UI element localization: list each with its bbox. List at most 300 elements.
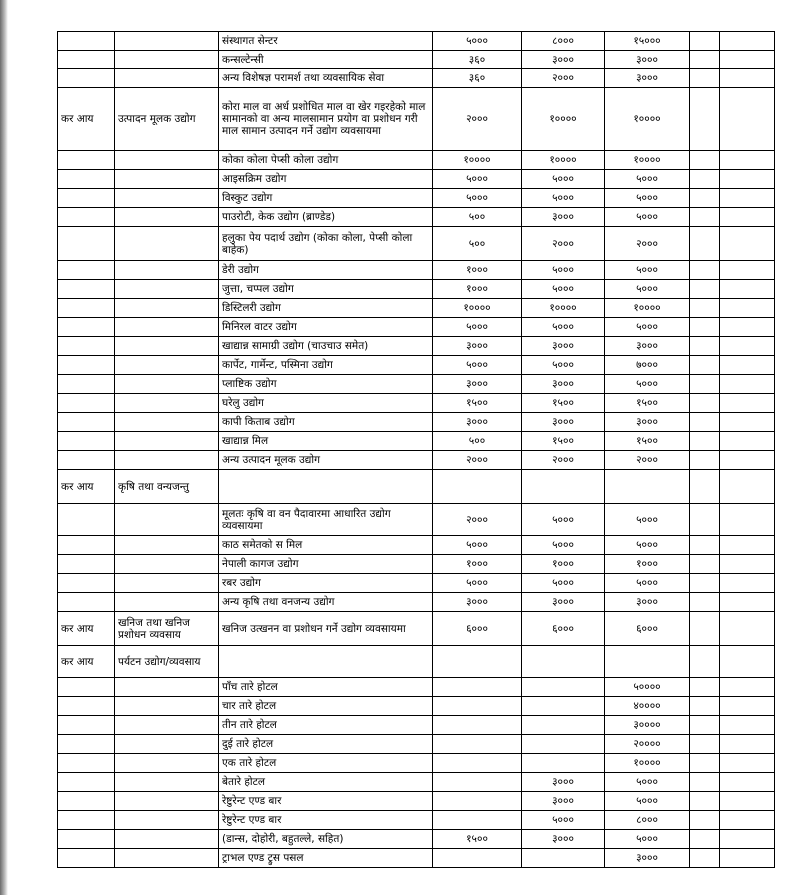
- empty-cell: [720, 394, 775, 413]
- income-type-cell: [58, 356, 115, 375]
- category-cell: [115, 151, 219, 170]
- rate-column-2-cell: ५०००: [522, 189, 605, 208]
- table-row: [58, 170, 775, 189]
- income-type-cell: कर आय: [58, 612, 115, 646]
- income-type-cell: कर आय: [58, 470, 115, 504]
- empty-cell: [720, 773, 775, 792]
- empty-cell: [690, 849, 720, 868]
- table-row: [58, 51, 775, 69]
- rate-column-2-cell: १०००: [522, 555, 605, 574]
- empty-cell: [690, 318, 720, 337]
- rate-column-1-cell: ५००: [433, 432, 522, 451]
- table-row: [58, 574, 775, 593]
- table-row: [58, 536, 775, 555]
- category-cell: [115, 227, 219, 261]
- rate-column-3-cell: ३०००: [605, 337, 690, 356]
- business-type-cell: आइसक्रिम उद्योग: [219, 170, 433, 189]
- empty-cell: [720, 88, 775, 151]
- rate-column-1-cell: ५००: [433, 208, 522, 227]
- empty-cell: [720, 451, 775, 470]
- table-row: [58, 451, 775, 470]
- income-type-cell: [58, 574, 115, 593]
- empty-cell: [720, 830, 775, 849]
- rate-column-2-cell: ५०००: [522, 811, 605, 830]
- rate-column-1-cell: [433, 646, 522, 678]
- rate-column-1-cell: [433, 678, 522, 697]
- page-edge-shadow: [0, 0, 8, 895]
- table-row: [58, 555, 775, 574]
- business-type-cell: प्लाष्टिक उद्योग: [219, 375, 433, 394]
- income-type-cell: [58, 299, 115, 318]
- income-type-cell: [58, 792, 115, 811]
- rate-column-1-cell: ३६०: [433, 69, 522, 88]
- empty-cell: [720, 356, 775, 375]
- rate-column-2-cell: १००००: [522, 88, 605, 151]
- empty-cell: [720, 69, 775, 88]
- rate-column-3-cell: १५०००: [605, 32, 690, 51]
- empty-cell: [690, 299, 720, 318]
- rate-column-3-cell: ५०००: [605, 189, 690, 208]
- empty-cell: [690, 646, 720, 678]
- rate-column-1-cell: ५०००: [433, 536, 522, 555]
- table-row: [58, 612, 775, 646]
- category-cell: [115, 375, 219, 394]
- income-type-cell: [58, 735, 115, 754]
- rate-column-3-cell: ५०००: [605, 170, 690, 189]
- rate-column-3-cell: १००००: [605, 299, 690, 318]
- empty-cell: [720, 299, 775, 318]
- empty-cell: [690, 337, 720, 356]
- rate-column-3-cell: ५००००: [605, 678, 690, 697]
- business-type-cell: अन्य विशेषज्ञ परामर्श तथा व्यवसायिक सेवा: [219, 69, 433, 88]
- business-type-cell: डेरी उद्योग: [219, 261, 433, 280]
- table-row: [58, 69, 775, 88]
- category-cell: [115, 337, 219, 356]
- income-type-cell: [58, 170, 115, 189]
- income-type-cell: [58, 208, 115, 227]
- income-type-cell: [58, 716, 115, 735]
- table-row: [58, 646, 775, 678]
- rate-column-3-cell: ३०००: [605, 51, 690, 69]
- rate-column-1-cell: ५०००: [433, 318, 522, 337]
- table-row: [58, 227, 775, 261]
- income-type-cell: [58, 451, 115, 470]
- empty-cell: [720, 735, 775, 754]
- empty-cell: [720, 151, 775, 170]
- table-row: [58, 299, 775, 318]
- income-type-cell: [58, 32, 115, 51]
- empty-cell: [720, 189, 775, 208]
- category-cell: [115, 697, 219, 716]
- rate-column-1-cell: १५००: [433, 394, 522, 413]
- table-row: [58, 754, 775, 773]
- rate-column-3-cell: ८०००: [605, 811, 690, 830]
- category-cell: [115, 51, 219, 69]
- empty-cell: [690, 261, 720, 280]
- business-type-cell: ट्राभल एण्ड ट्रुस पसल: [219, 849, 433, 868]
- rate-column-1-cell: ५००: [433, 227, 522, 261]
- rate-column-2-cell: ३०००: [522, 773, 605, 792]
- rate-column-2-cell: [522, 678, 605, 697]
- category-cell: [115, 504, 219, 536]
- rate-column-2-cell: ३०००: [522, 208, 605, 227]
- business-type-cell: कोरा माल वा अर्ध प्रशोधित माल वा खेर गइरहेको माल सामानको वा अन्य मालसामान प्रयोग वा प्रशोधन गरी माल सामान उत्पादन गर्ने उद्योग व्यवसायमा: [219, 88, 433, 151]
- category-cell: [115, 735, 219, 754]
- income-type-cell: [58, 678, 115, 697]
- business-type-cell: अन्य कृषि तथा वनजन्य उद्योग: [219, 593, 433, 612]
- business-type-cell: तीन तारे होटल: [219, 716, 433, 735]
- empty-cell: [720, 337, 775, 356]
- business-type-cell: (डान्स, दोहोरी, बहुतल्ले, सहित): [219, 830, 433, 849]
- business-type-cell: कोका कोला पेप्सी कोला उद्योग: [219, 151, 433, 170]
- rate-column-2-cell: ५०००: [522, 261, 605, 280]
- rate-column-1-cell: [433, 754, 522, 773]
- category-cell: [115, 280, 219, 299]
- empty-cell: [690, 356, 720, 375]
- rate-column-2-cell: ५०००: [522, 356, 605, 375]
- rate-column-1-cell: [433, 697, 522, 716]
- rate-column-2-cell: २०००: [522, 227, 605, 261]
- rate-column-1-cell: [433, 716, 522, 735]
- business-type-cell: मिनिरल वाटर उद्योग: [219, 318, 433, 337]
- empty-cell: [690, 280, 720, 299]
- rate-column-1-cell: १५००: [433, 830, 522, 849]
- category-cell: [115, 432, 219, 451]
- table-row: [58, 830, 775, 849]
- table-row: [58, 318, 775, 337]
- rate-column-3-cell: ५०००: [605, 792, 690, 811]
- rate-column-2-cell: [522, 697, 605, 716]
- table-row: [58, 413, 775, 432]
- table-row: [58, 716, 775, 735]
- table-row: [58, 432, 775, 451]
- rate-column-3-cell: १०००: [605, 555, 690, 574]
- table-row: [58, 337, 775, 356]
- rate-column-3-cell: [605, 646, 690, 678]
- empty-cell: [690, 394, 720, 413]
- income-type-cell: [58, 432, 115, 451]
- rate-column-1-cell: [433, 735, 522, 754]
- rate-column-2-cell: १००००: [522, 299, 605, 318]
- income-type-cell: [58, 280, 115, 299]
- empty-cell: [720, 432, 775, 451]
- empty-cell: [720, 170, 775, 189]
- empty-cell: [720, 697, 775, 716]
- rate-column-2-cell: ३०००: [522, 51, 605, 69]
- business-type-cell: रेष्टुरेन्ट एण्ड बार: [219, 811, 433, 830]
- rate-column-1-cell: २०००: [433, 504, 522, 536]
- empty-cell: [690, 413, 720, 432]
- rate-column-2-cell: [522, 646, 605, 678]
- business-type-cell: काठ समेतको स मिल: [219, 536, 433, 555]
- empty-cell: [690, 811, 720, 830]
- income-type-cell: [58, 555, 115, 574]
- rate-column-2-cell: १५००: [522, 432, 605, 451]
- business-type-cell: कन्सल्टेन्सी: [219, 51, 433, 69]
- empty-cell: [690, 555, 720, 574]
- empty-cell: [720, 811, 775, 830]
- category-cell: कृषि तथा वन्यजन्तु: [115, 470, 219, 504]
- business-type-cell: कार्पेट, गार्मेन्ट, पस्मिना उद्योग: [219, 356, 433, 375]
- rate-column-3-cell: १५००: [605, 394, 690, 413]
- empty-cell: [690, 88, 720, 151]
- rate-column-1-cell: [433, 849, 522, 868]
- rate-column-1-cell: [433, 811, 522, 830]
- rate-column-1-cell: [433, 470, 522, 504]
- business-type-cell: हलुका पेय पदार्थ उद्योग (कोका कोला, पेप्सी कोला बाहेक): [219, 227, 433, 261]
- table-row: [58, 394, 775, 413]
- rate-column-3-cell: ३०००: [605, 593, 690, 612]
- rate-column-3-cell: ५०००: [605, 375, 690, 394]
- category-cell: पर्यटन उद्योग/व्यवसाय: [115, 646, 219, 678]
- rate-column-1-cell: ३०००: [433, 375, 522, 394]
- rate-column-1-cell: २०००: [433, 451, 522, 470]
- category-cell: [115, 849, 219, 868]
- rate-column-1-cell: ५०००: [433, 32, 522, 51]
- rate-column-1-cell: ५०००: [433, 356, 522, 375]
- rate-column-2-cell: २०००: [522, 451, 605, 470]
- business-type-cell: पाँच तारे होटल: [219, 678, 433, 697]
- business-type-cell: खाद्यान्न सामाग्री उद्योग (चाउचाउ समेत): [219, 337, 433, 356]
- business-type-cell: कापी किताब उद्योग: [219, 413, 433, 432]
- empty-cell: [690, 69, 720, 88]
- rate-column-2-cell: ५०००: [522, 504, 605, 536]
- rate-column-2-cell: ३०००: [522, 792, 605, 811]
- rate-column-3-cell: ५०००: [605, 830, 690, 849]
- rate-column-2-cell: १५००: [522, 394, 605, 413]
- business-type-cell: डिस्टिलरी उद्योग: [219, 299, 433, 318]
- empty-cell: [720, 227, 775, 261]
- category-cell: [115, 451, 219, 470]
- rate-column-1-cell: ३०००: [433, 413, 522, 432]
- table-row: [58, 735, 775, 754]
- empty-cell: [690, 451, 720, 470]
- rate-column-1-cell: १०००: [433, 280, 522, 299]
- category-cell: [115, 574, 219, 593]
- business-type-cell: बेतारे होटल: [219, 773, 433, 792]
- rate-column-2-cell: ५०००: [522, 536, 605, 555]
- empty-cell: [690, 792, 720, 811]
- category-cell: [115, 189, 219, 208]
- empty-cell: [690, 536, 720, 555]
- rate-column-2-cell: ५०००: [522, 574, 605, 593]
- table-row: [58, 678, 775, 697]
- rate-column-2-cell: ३०००: [522, 413, 605, 432]
- table-row: [58, 470, 775, 504]
- table-row: [58, 504, 775, 536]
- category-cell: [115, 811, 219, 830]
- business-type-cell: [219, 470, 433, 504]
- rate-column-2-cell: ६०००: [522, 612, 605, 646]
- category-cell: [115, 792, 219, 811]
- business-type-cell: पाउरोटी, केक उद्योग (ब्राण्डेड): [219, 208, 433, 227]
- empty-cell: [690, 208, 720, 227]
- income-type-cell: [58, 51, 115, 69]
- rate-column-2-cell: ३०००: [522, 830, 605, 849]
- rate-column-3-cell: ४००००: [605, 697, 690, 716]
- empty-cell: [690, 593, 720, 612]
- rate-column-3-cell: ५०००: [605, 504, 690, 536]
- table-body: [58, 32, 775, 868]
- income-type-cell: [58, 394, 115, 413]
- category-cell: उत्पादन मूलक उद्योग: [115, 88, 219, 151]
- empty-cell: [690, 375, 720, 394]
- empty-cell: [720, 574, 775, 593]
- category-cell: खनिज तथा खनिज प्रशोधन व्यवसाय: [115, 612, 219, 646]
- category-cell: [115, 394, 219, 413]
- category-cell: [115, 318, 219, 337]
- rate-column-1-cell: ३६०: [433, 51, 522, 69]
- empty-cell: [690, 735, 720, 754]
- rate-column-2-cell: ३०००: [522, 375, 605, 394]
- rate-column-2-cell: [522, 754, 605, 773]
- business-type-cell: खाद्यान्न मिल: [219, 432, 433, 451]
- table-row: [58, 375, 775, 394]
- rate-column-3-cell: १००००: [605, 151, 690, 170]
- income-type-cell: [58, 849, 115, 868]
- empty-cell: [690, 504, 720, 536]
- business-type-cell: संस्थागत सेन्टर: [219, 32, 433, 51]
- rate-column-1-cell: [433, 773, 522, 792]
- empty-cell: [720, 318, 775, 337]
- business-type-cell: [219, 646, 433, 678]
- income-type-cell: [58, 504, 115, 536]
- category-cell: [115, 830, 219, 849]
- empty-cell: [690, 32, 720, 51]
- empty-cell: [720, 536, 775, 555]
- rate-column-1-cell: ३०००: [433, 593, 522, 612]
- business-type-cell: खनिज उत्खनन वा प्रशोधन गर्ने उद्योग व्यवसायमा: [219, 612, 433, 646]
- table-row: [58, 356, 775, 375]
- table-row: [58, 261, 775, 280]
- empty-cell: [720, 32, 775, 51]
- empty-cell: [690, 612, 720, 646]
- category-cell: [115, 678, 219, 697]
- rate-column-3-cell: २०००: [605, 451, 690, 470]
- empty-cell: [690, 678, 720, 697]
- category-cell: [115, 170, 219, 189]
- empty-cell: [690, 170, 720, 189]
- rate-column-3-cell: २०००: [605, 227, 690, 261]
- rate-column-1-cell: १०००: [433, 555, 522, 574]
- rate-column-2-cell: ३०००: [522, 593, 605, 612]
- rate-column-1-cell: [433, 792, 522, 811]
- income-type-cell: [58, 227, 115, 261]
- rate-column-2-cell: ८०००: [522, 32, 605, 51]
- rate-column-2-cell: ५०००: [522, 318, 605, 337]
- empty-cell: [720, 754, 775, 773]
- income-type-cell: [58, 375, 115, 394]
- table-row: [58, 773, 775, 792]
- rate-column-1-cell: ३०००: [433, 337, 522, 356]
- table-row: [58, 849, 775, 868]
- category-cell: [115, 716, 219, 735]
- rate-column-1-cell: १०००: [433, 261, 522, 280]
- table-row: [58, 151, 775, 170]
- empty-cell: [690, 189, 720, 208]
- empty-cell: [720, 716, 775, 735]
- table-row: [58, 189, 775, 208]
- rate-column-3-cell: १५००: [605, 432, 690, 451]
- category-cell: [115, 593, 219, 612]
- income-type-cell: [58, 754, 115, 773]
- empty-cell: [720, 593, 775, 612]
- income-type-cell: [58, 189, 115, 208]
- empty-cell: [690, 151, 720, 170]
- empty-cell: [690, 574, 720, 593]
- category-cell: [115, 299, 219, 318]
- rate-column-3-cell: ५०००: [605, 280, 690, 299]
- empty-cell: [720, 504, 775, 536]
- rate-column-2-cell: २०००: [522, 69, 605, 88]
- business-type-cell: रेष्टुरेन्ट एण्ड बार: [219, 792, 433, 811]
- empty-cell: [690, 716, 720, 735]
- income-type-cell: [58, 830, 115, 849]
- rate-column-2-cell: [522, 716, 605, 735]
- empty-cell: [720, 678, 775, 697]
- rate-column-3-cell: ७०००: [605, 356, 690, 375]
- business-type-cell: अन्य उत्पादन मूलक उद्योग: [219, 451, 433, 470]
- rate-column-3-cell: ३०००: [605, 69, 690, 88]
- rate-column-1-cell: ५०००: [433, 170, 522, 189]
- tax-rate-table: [57, 31, 775, 868]
- business-type-cell: घरेलु उद्योग: [219, 394, 433, 413]
- empty-cell: [690, 227, 720, 261]
- empty-cell: [720, 375, 775, 394]
- rate-column-3-cell: ६०००: [605, 612, 690, 646]
- rate-column-2-cell: [522, 849, 605, 868]
- rate-column-1-cell: १००००: [433, 151, 522, 170]
- rate-column-1-cell: १००००: [433, 299, 522, 318]
- rate-column-1-cell: ५०००: [433, 189, 522, 208]
- income-type-cell: कर आय: [58, 646, 115, 678]
- table-row: [58, 697, 775, 716]
- business-type-cell: एक तारे होटल: [219, 754, 433, 773]
- category-cell: [115, 773, 219, 792]
- empty-cell: [720, 612, 775, 646]
- income-type-cell: [58, 536, 115, 555]
- category-cell: [115, 32, 219, 51]
- empty-cell: [690, 432, 720, 451]
- empty-cell: [720, 51, 775, 69]
- rate-column-3-cell: ५०००: [605, 261, 690, 280]
- empty-cell: [720, 413, 775, 432]
- table-row: [58, 88, 775, 151]
- empty-cell: [690, 754, 720, 773]
- empty-cell: [720, 555, 775, 574]
- table-row: [58, 32, 775, 51]
- category-cell: [115, 261, 219, 280]
- empty-cell: [690, 697, 720, 716]
- rate-column-2-cell: ५०००: [522, 170, 605, 189]
- rate-column-1-cell: ५०००: [433, 574, 522, 593]
- income-type-cell: [58, 318, 115, 337]
- income-type-cell: [58, 413, 115, 432]
- business-type-cell: नेपाली कागज उद्योग: [219, 555, 433, 574]
- rate-column-3-cell: २००००: [605, 735, 690, 754]
- empty-cell: [690, 830, 720, 849]
- business-type-cell: विस्कुट उद्योग: [219, 189, 433, 208]
- business-type-cell: चार तारे होटल: [219, 697, 433, 716]
- rate-column-3-cell: १००००: [605, 754, 690, 773]
- category-cell: [115, 413, 219, 432]
- table-row: [58, 811, 775, 830]
- income-type-cell: [58, 261, 115, 280]
- category-cell: [115, 555, 219, 574]
- income-type-cell: [58, 697, 115, 716]
- business-type-cell: मूलतः कृषि वा वन पैदावारमा आधारित उद्योग व्यवसायमा: [219, 504, 433, 536]
- empty-cell: [690, 51, 720, 69]
